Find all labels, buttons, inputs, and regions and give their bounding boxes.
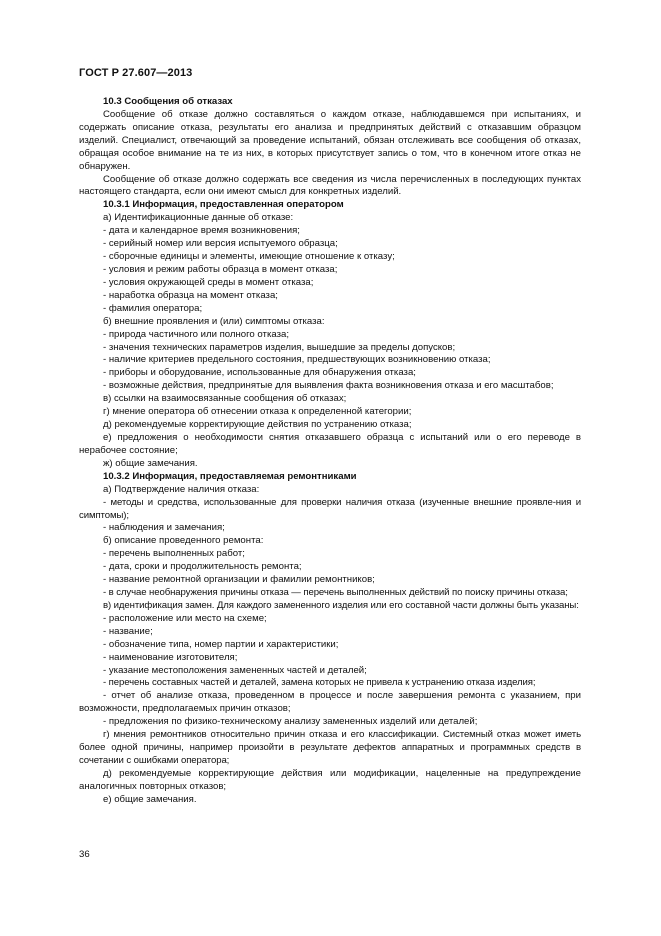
- text-paragraph: - возможные действия, предпринятые для выявления факта возникновения отказа и его масштабов;: [103, 380, 554, 392]
- text-paragraph: - условия окружающей среды в момент отказа;: [103, 276, 314, 288]
- text-paragraph: - указание местоположения замененных частей и деталей;: [103, 664, 367, 676]
- text-paragraph: - расположение или место на схеме;: [103, 612, 267, 624]
- text-paragraph: - предложения по физико-техническому анализу замененных изделий или деталей;: [103, 716, 478, 728]
- text-paragraph: - перечень выполненных работ;: [103, 548, 245, 560]
- text-paragraph: б) внешние проявления и (или) симптомы отказа:: [103, 315, 325, 327]
- text-paragraph: - условия и режим работы образца в момент отказа;: [103, 263, 338, 275]
- text-paragraph: - приборы и оборудование, использованные для обнаружения отказа;: [103, 367, 416, 379]
- text-paragraph: - название;: [103, 625, 153, 637]
- text-paragraph: а) Идентификационные данные об отказе:: [103, 212, 294, 224]
- text-paragraph: - серийный номер или версия испытуемого образца;: [103, 238, 338, 250]
- text-paragraph: д) рекомендуемые корректирующие действия или модификации, нацеленные на предупреждение аналогичных повторных отказов;: [79, 767, 581, 792]
- text-paragraph: - дата, сроки и продолжительность ремонта;: [103, 561, 302, 573]
- text-paragraph: - сборочные единицы и элементы, имеющие отношение к отказу;: [103, 251, 395, 263]
- text-paragraph: в) идентификация замен. Для каждого замененного изделия или его составной части должны быть указаны:: [103, 599, 579, 611]
- text-paragraph: Сообщение об отказе должно содержать все сведения из числа перечисленных в последующих пунктах настоящего стандарта, если они имеют смысл для конкретных изделий.: [79, 173, 581, 198]
- text-paragraph: - наименование изготовителя;: [103, 651, 238, 663]
- document-body: [79, 96, 581, 807]
- text-paragraph: а) Подтверждение наличия отказа:: [103, 483, 260, 495]
- text-paragraph: д) рекомендуемые корректирующие действия по устранению отказа;: [103, 419, 412, 431]
- text-paragraph: - в случае необнаружения причины отказа — перечень выполненных действий по поиску причины отказа;: [103, 587, 568, 599]
- text-paragraph: - значения технических параметров изделия, вышедшие за пределы допусков;: [103, 341, 456, 353]
- section-heading: 10.3.2 Информация, предоставляемая ремонтниками: [103, 470, 357, 482]
- text-paragraph: - наблюдения и замечания;: [103, 522, 225, 534]
- section-heading: 10.3.1 Информация, предоставленная оператором: [103, 199, 344, 211]
- text-paragraph: - обозначение типа, номер партии и характеристики;: [103, 638, 339, 650]
- text-paragraph: - фамилия оператора;: [103, 302, 203, 314]
- text-paragraph: в) ссылки на взаимосвязанные сообщения об отказах;: [103, 393, 347, 405]
- section-heading: 10.3 Сообщения об отказах: [103, 96, 233, 107]
- text-paragraph: г) мнение оператора об отнесении отказа к определенной категории;: [103, 406, 412, 418]
- text-paragraph: - наличие критериев предельного состояния, предшествующих возникновению отказа;: [103, 354, 491, 366]
- page-number: 36: [79, 849, 90, 860]
- text-paragraph: б) описание проведенного ремонта:: [103, 535, 264, 547]
- text-paragraph: г) мнения ремонтников относительно причин отказа и его классификации. Системный отказ может иметь более одной причины, например произойти в результате дефектов аппаратных и программных средств в сочетании с ошибками оператора;: [79, 729, 581, 767]
- document-header: ГОСТ Р 27.607—2013: [79, 67, 193, 79]
- text-paragraph: - природа частичного или полного отказа;: [103, 328, 289, 340]
- text-paragraph: - название ремонтной организации и фамилии ремонтников;: [103, 574, 375, 586]
- text-paragraph: - дата и календарное время возникновения;: [103, 225, 300, 237]
- text-paragraph: - перечень составных частей и деталей, замена которых не привела к устранению отказа изделия;: [103, 677, 536, 689]
- text-paragraph: - отчет об анализе отказа, проведенном в процессе и после завершения ремонта с указанием, при возможности, предполагаемых причин отказов;: [79, 690, 581, 715]
- text-paragraph: е) предложения о необходимости снятия отказавшего образца с испытаний или о его переводе в нерабочее состояние;: [79, 431, 581, 456]
- text-paragraph: - наработка образца на момент отказа;: [103, 289, 278, 301]
- text-paragraph: е) общие замечания.: [103, 793, 197, 805]
- text-paragraph: Сообщение об отказе должно составляться о каждом отказе, наблюдавшемся при испытаниях, и содержать описание отказа, результаты его анализа и предпринятых действий с отказавшим образцом изделий. Специалист, отвечающий за проведение испытаний, обязан отслеживать все сообщения об отказах, обращая особое внимание на те из них, в которых присутствует запись о том, что в конечном итоге отказ не обнаружен.: [79, 108, 581, 172]
- text-paragraph: ж) общие замечания.: [103, 457, 198, 469]
- text-paragraph: - методы и средства, использованные для проверки наличия отказа (изученные внешние проявле-ния и симптомы);: [79, 496, 581, 521]
